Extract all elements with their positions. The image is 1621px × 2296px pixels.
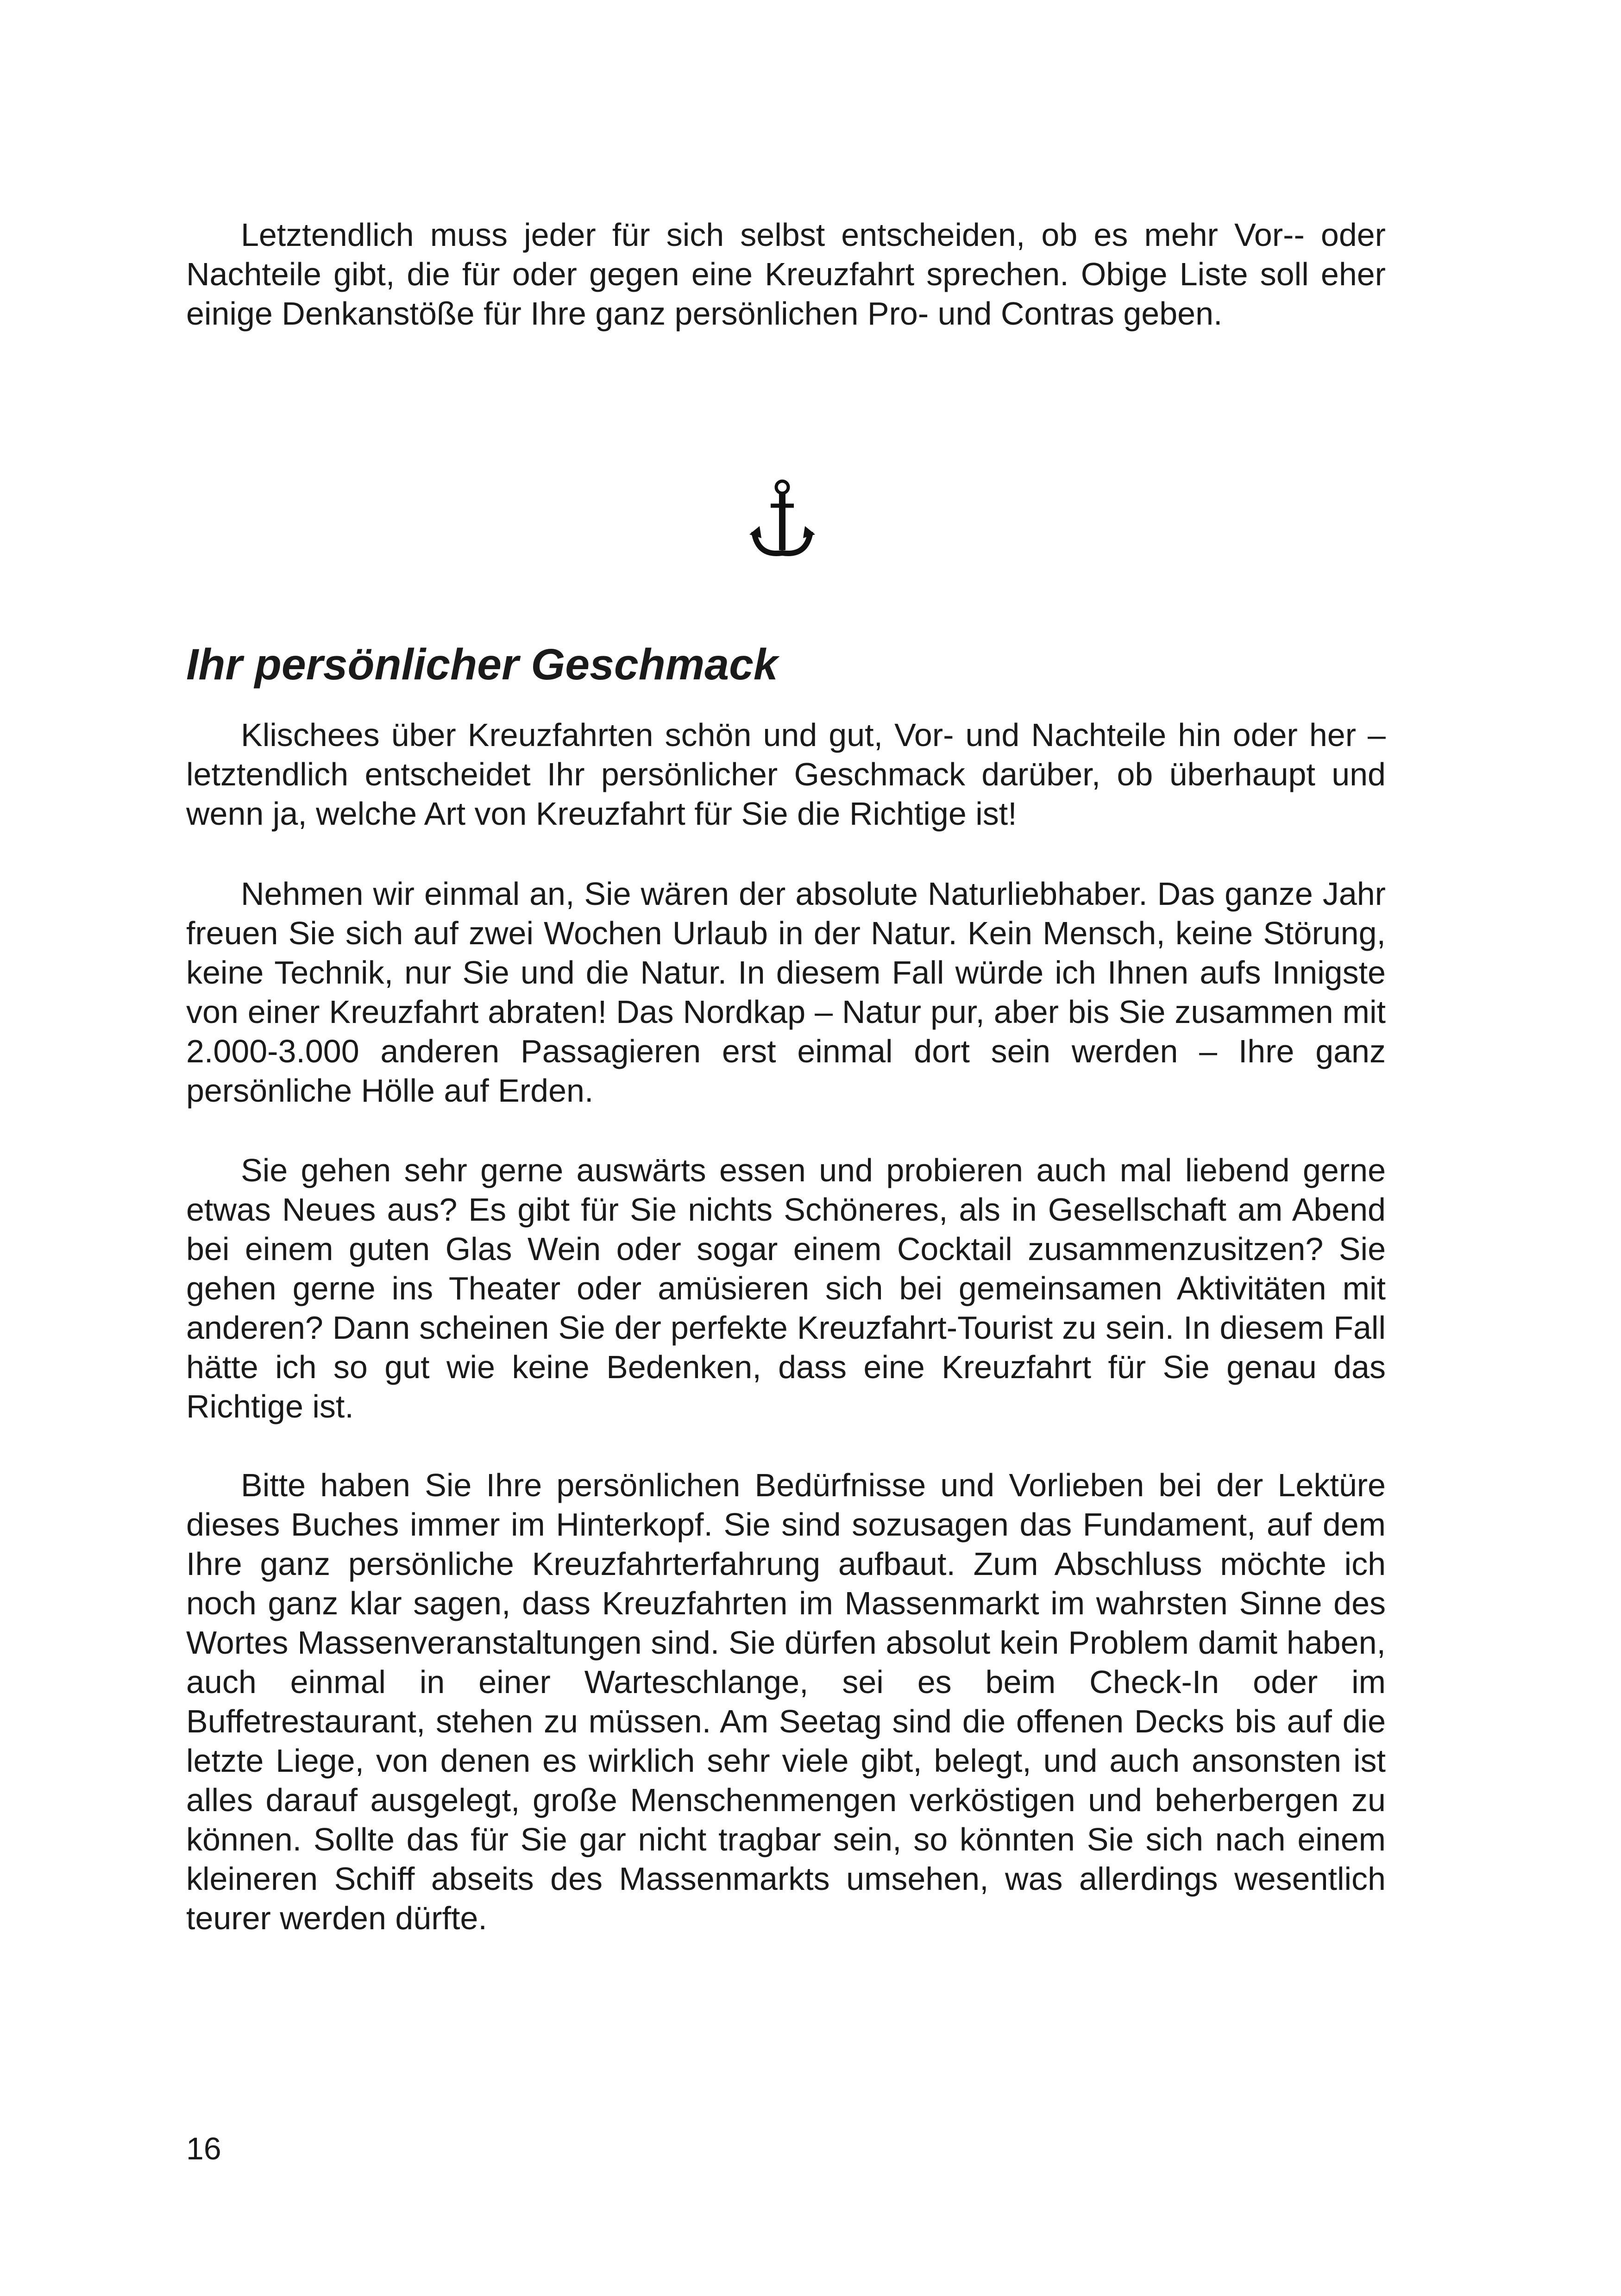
anchor-icon — [748, 477, 817, 560]
paragraph-3: Sie gehen sehr gerne auswärts essen und probieren auch mal liebend gerne etwas Neues aus? Es gibt für Sie nichts Schöneres, als in Gesellschaft am Abend bei einem guten Glas Wein oder sogar einem Cocktail zusammenzusitzen? Sie gehen gerne ins Theater oder amüsieren sich bei gemeinsamen Aktivitäten mit anderen? Dann scheinen Sie der perfekte Kreuzfahrt-Tourist zu sein. In diesem Fall hätte ich so gut wie keine Bedenken, dass eine Kreuzfahrt für Sie genau das Richtige ist. — [186, 1152, 1386, 1424]
intro-block — [186, 215, 1386, 333]
page-number: 16 — [186, 2131, 221, 2166]
intro-paragraph: Letztendlich muss jeder für sich selbst entscheiden, ob es mehr Vor-- oder Nachteile gibt, die für oder gegen eine Kreuzfahrt sprechen. Obige Liste soll eher einige Denkanstöße für Ihre ganz persönlichen Pro- und Contras geben. — [186, 217, 1386, 332]
section-body-3 — [186, 1151, 1386, 1426]
paragraph-4: Bitte haben Sie Ihre persönlichen Bedürfnisse und Vorlieben bei der Lektüre dieses Buches immer im Hinterkopf. Sie sind sozusagen das Fundament, auf dem Ihre ganz persönliche Kreuzfahrterfahrung aufbaut. Zum Abschluss möchte ich noch ganz klar sagen, dass Kreuzfahrten im Massenmarkt im wahrsten Sinne des Wortes Massenveranstaltungen sind. Sie dürfen absolut kein Problem damit haben, auch einmal in einer Warteschlange, sei es beim Check-In oder im Buffetrestaurant, stehen zu müssen. Am Seetag sind die offenen Decks bis auf die letzte Liege, von denen es wirklich sehr viele gibt, belegt, und auch ansonsten ist alles darauf ausgelegt, große Menschenmengen verköstigen und beherbergen zu können. Sollte das für Sie gar nicht tragbar sein, so könnten Sie sich nach einem kleineren Schiff abseits des Massenmarkts umsehen, was allerdings wesentlich teurer werden dürfte. — [186, 1467, 1386, 1936]
section-body — [186, 715, 1386, 834]
paragraph-2: Nehmen wir einmal an, Sie wären der absolute Naturliebhaber. Das ganze Jahr freuen Sie sich auf zwei Wochen Urlaub in der Natur. Kein Mensch, keine Störung, keine Technik, nur Sie und die Natur. In diesem Fall würde ich Ihnen aufs Innigste von einer Kreuzfahrt abraten! Das Nordkap – Natur pur, aber bis Sie zusammen mit 2.000-3.000 anderen Passagieren erst einmal dort sein werden – Ihre ganz persönliche Hölle auf Erden. — [186, 876, 1386, 1109]
section-heading: Ihr persönlicher Geschmack — [186, 640, 778, 689]
paragraph-1: Klischees über Kreuzfahrten schön und gut, Vor- und Nachteile hin oder her – letztendlich entscheidet Ihr persönlicher Geschmack darüber, ob überhaupt und wenn ja, welche Art von Kreuzfahrt für Sie die Richtige ist! — [186, 717, 1386, 832]
section-body-2 — [186, 874, 1386, 1110]
section-body-4 — [186, 1466, 1386, 1938]
